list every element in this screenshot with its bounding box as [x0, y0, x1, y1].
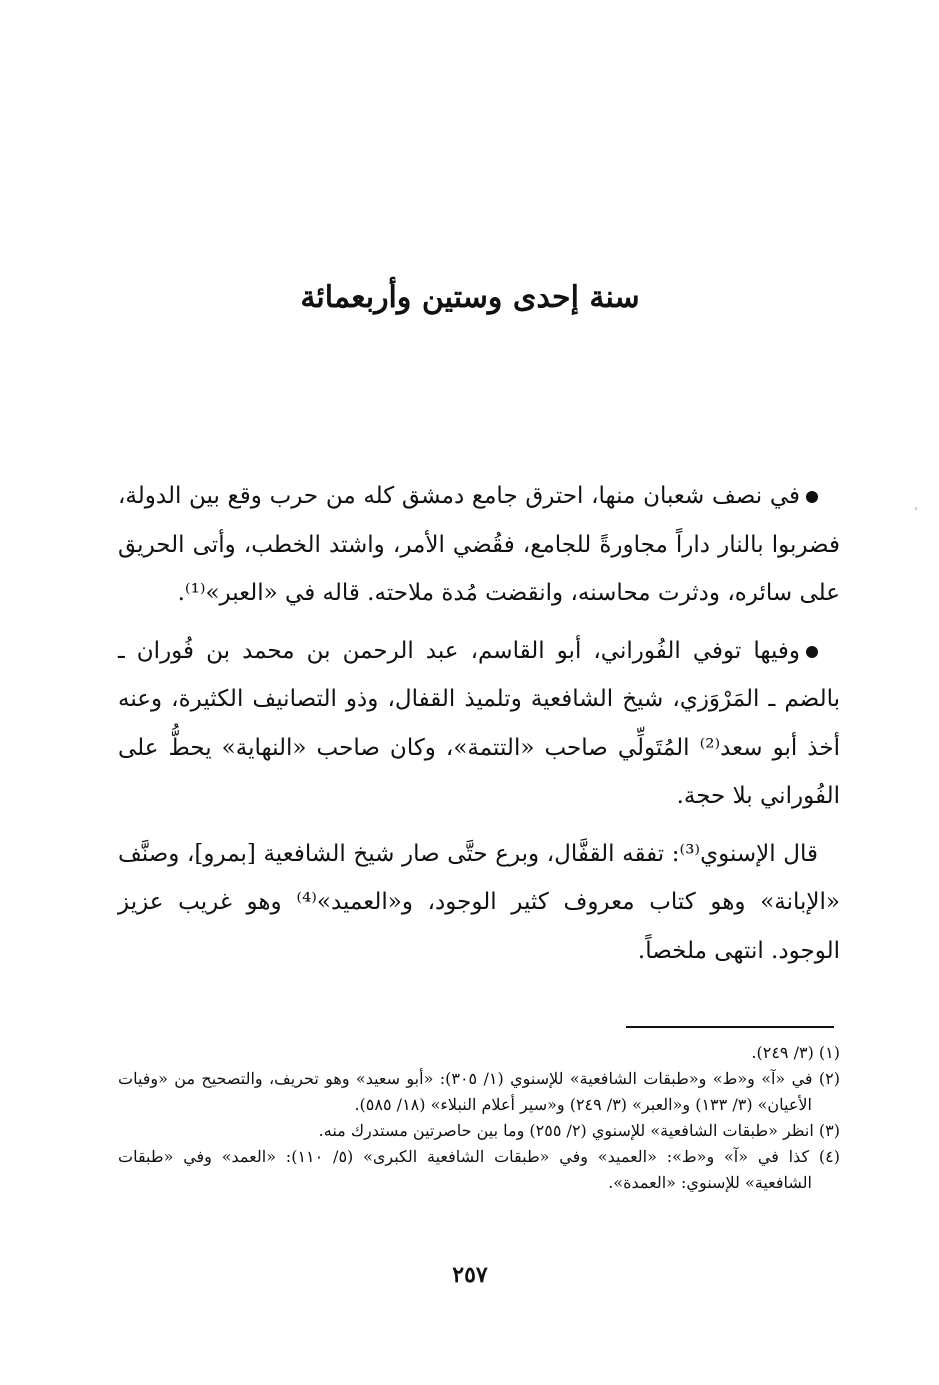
- bullet-icon: [806, 646, 818, 658]
- paragraph-fire: [118, 472, 840, 618]
- paragraph-text: وفيها توفي الفُوراني، أبو القاسم، عبد الرحمن بن محمد بن فُوران ـ بالضم ـ المَرْوَزي، شيخ الشافعية وتلميذ القفال، وذو التصانيف الكثيرة، وعنه أخذ أبو سعد⁽²⁾ المُتَولِّي صاحب «التتمة»، وكان صاحب «النهاية» يحطُّ على الفُوراني بلا حجة.: [118, 637, 840, 809]
- footnote-divider: [626, 1026, 834, 1028]
- footnote-4: (٤) كذا في «آ» و«ط»: «العميد» وفي «طبقات الشافعية الكبرى» (٥/ ١١٠): «العمد» وفي «طبقات الشافعية» للإسنوي: «العمدة».: [118, 1147, 841, 1192]
- paragraph-furani: [118, 627, 840, 821]
- page-heading: سنة إحدى وستين وأربعمائة: [300, 280, 640, 315]
- scan-edge-mark: ‘: [914, 505, 918, 519]
- paragraph-text: قال الإسنوي⁽³⁾: تفقه القفَّال، وبرع حتَّى صار شيخ الشافعية [بمرو]، وصنَّف «الإبانة» وهو كتاب معروف كثير الوجود، و«العميد»⁽⁴⁾ وهو غريب عزيز الوجود. انتهى ملخصاً.: [118, 840, 840, 964]
- bullet-icon: [806, 491, 818, 503]
- paragraph-text: في نصف شعبان منها، احترق جامع دمشق كله من حرب وقع بين الدولة، فضربوا بالنار داراً مجاورةً للجامع، فقُضي الأمر، واشتد الخطب، وأتى الحريق على سائره، ودثرت محاسنه، وانقضت مُدة ملاحته. قاله في «العبر»⁽¹⁾.: [118, 483, 840, 606]
- footnote-1: (١) (٣/ ٢٤٩).: [751, 1043, 840, 1062]
- page-number: ٢٥٧: [452, 1262, 488, 1288]
- footnotes: [118, 1040, 840, 1196]
- main-text: [118, 472, 840, 975]
- paragraph-isnawi: [118, 830, 840, 976]
- footnote-2: (٢) في «آ» و«ط» و«طبقات الشافعية» للإسنوي (١/ ٣٠٥): «أبو سعيد» وهو تحريف، والتصحيح من «وفيات الأعيان» (٣/ ١٣٣) و«العبر» (٣/ ٢٤٩) و«سير أعلام النبلاء» (١٨/ ٥٨٥).: [118, 1069, 840, 1114]
- footnote-3: (٣) انظر «طبقات الشافعية» للإسنوي (٢/ ٢٥٥) وما بين حاصرتين مستدرك منه.: [318, 1121, 840, 1140]
